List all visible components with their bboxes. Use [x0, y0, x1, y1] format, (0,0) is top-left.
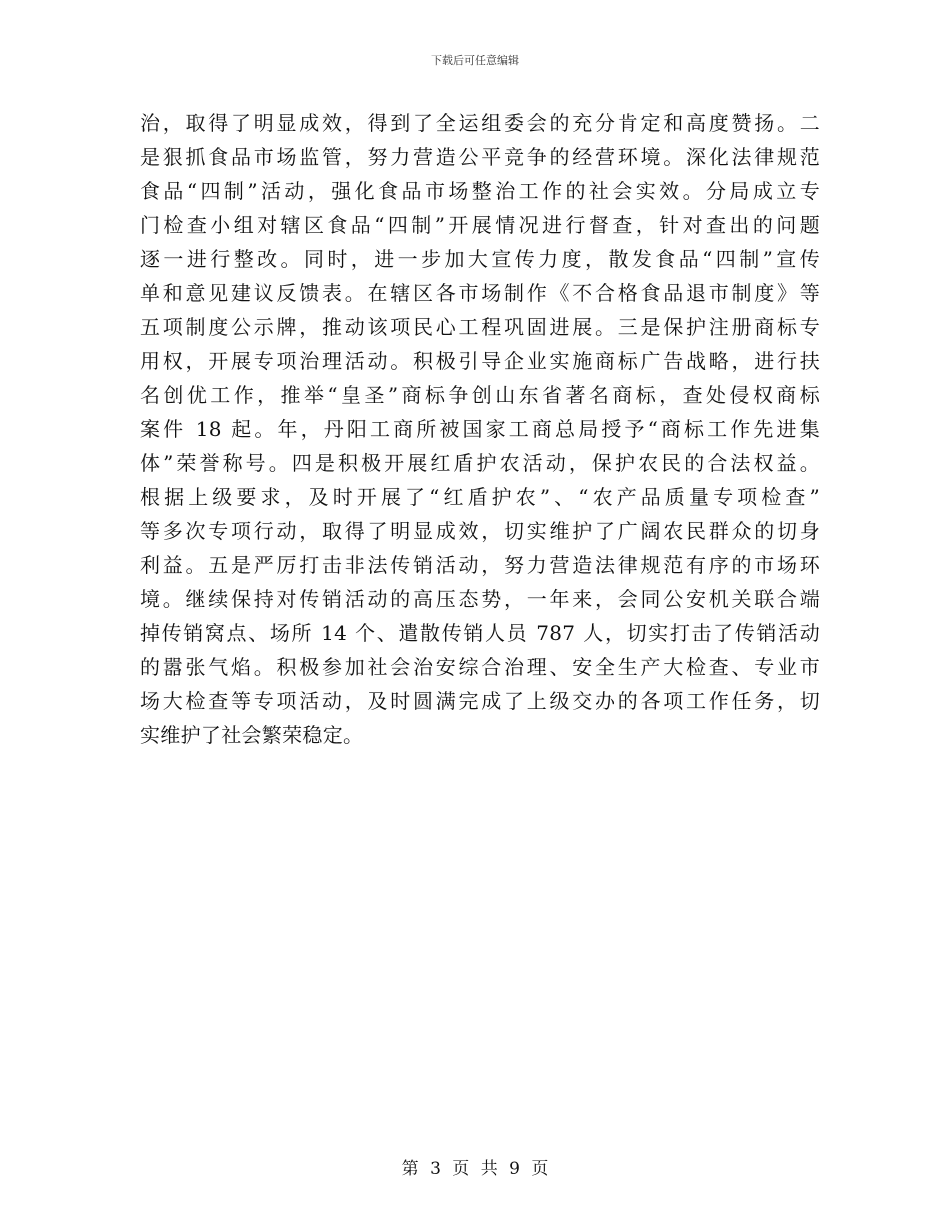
body-line: 是狠抓食品市场监管，努力营造公平竞争的经营环境。深化法律规范 — [140, 145, 820, 169]
body-line: 治，取得了明显成效，得到了全运组委会的充分肯定和高度赞扬。二 — [140, 111, 820, 135]
body-line: 境。继续保持对传销活动的高压态势，一年来，会同公安机关联合端 — [140, 587, 820, 611]
body-line: 名创优工作，推举“皇圣”商标争创山东省著名商标，查处侵权商标 — [140, 383, 820, 407]
body-line: 的嚣张气焰。积极参加社会治安综合治理、安全生产大检查、专业市 — [140, 655, 820, 679]
body-line: 等多次专项行动，取得了明显成效，切实维护了广阔农民群众的切身 — [140, 519, 820, 543]
body-line: 案件 18 起。年，丹阳工商所被国家工商总局授予“商标工作先进集 — [140, 417, 820, 441]
body-line: 实维护了社会繁荣稳定。 — [140, 723, 364, 747]
body-line: 掉传销窝点、场所 14 个、遣散传销人员 787 人，切实打击了传销活动 — [140, 621, 820, 645]
body-line: 体”荣誉称号。四是积极开展红盾护农活动，保护农民的合法权益。 — [140, 451, 820, 475]
body-line: 五项制度公示牌，推动该项民心工程巩固进展。三是保护注册商标专 — [140, 315, 820, 339]
body-line: 根据上级要求，及时开展了“红盾护农”、“农产品质量专项检查” — [140, 485, 820, 509]
body-line: 用权，开展专项治理活动。积极引导企业实施商标广告战略，进行扶 — [140, 349, 820, 373]
body-line: 场大检查等专项活动，及时圆满完成了上级交办的各项工作任务，切 — [140, 689, 820, 713]
body-line: 单和意见建议反馈表。在辖区各市场制作《不合格食品退市制度》等 — [140, 281, 820, 305]
body-line: 逐一进行整改。同时，进一步加大宣传力度，散发食品“四制”宣传 — [140, 247, 820, 271]
body-text — [140, 106, 820, 752]
body-line: 食品“四制”活动，强化食品市场整治工作的社会实效。分局成立专 — [140, 179, 820, 203]
body-line: 利益。五是严厉打击非法传销活动，努力营造法律规范有序的市场环 — [140, 553, 820, 577]
page-header: 下载后可任意编辑 — [431, 54, 519, 67]
body-line: 门检查小组对辖区食品“四制”开展情况进行督查，针对查出的问题 — [140, 213, 820, 237]
page-number: 第 3 页 共 9 页 — [401, 1159, 549, 1179]
